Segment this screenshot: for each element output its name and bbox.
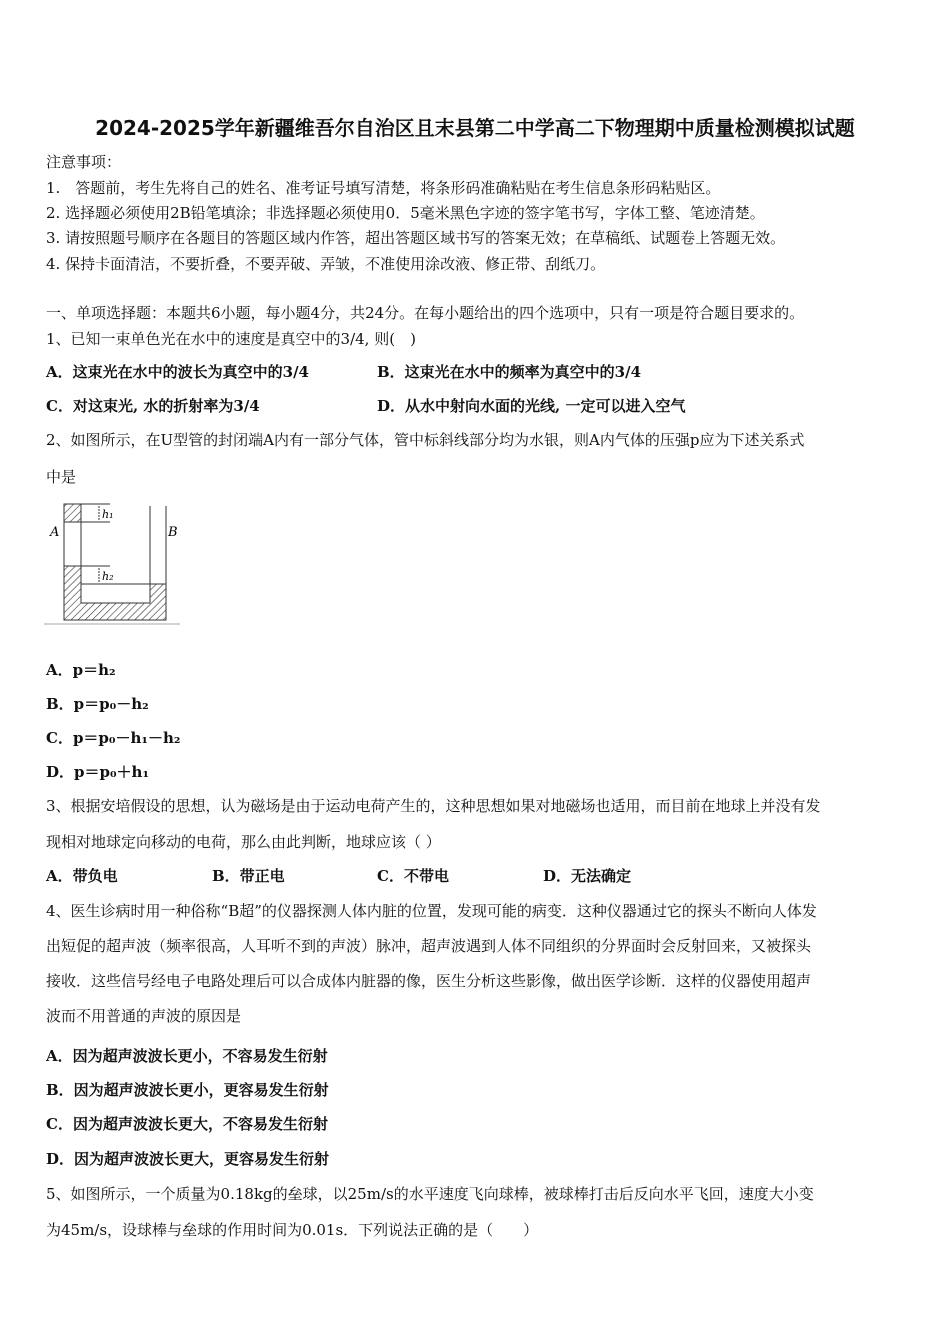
section-heading: 一、单项选择题：本题共6小题，每小题4分，共24分。在每小题给出的四个选项中，只有一项是符合题目要求的。 [46,304,805,322]
q4-option-b: B．因为超声波波长更小，更容易发生衍射 [46,1081,329,1099]
q4-option-d: D．因为超声波波长更大，更容易发生衍射 [46,1150,330,1168]
q1-option-d: D．从水中射向水面的光线, 一定可以进入空气 [377,397,686,415]
question-4-stem-cont: 接收．这些信号经电子电路处理后可以合成体内脏器的像，医生分析这些影像，做出医学诊断．这样的仪器使用超声 [46,972,812,990]
a-label: A [50,525,60,540]
question-3-stem-cont: 现相对地球定向移动的电荷，那么由此判断，地球应该（ ） [46,833,441,851]
note-item: 4. 保持卡面清洁，不要折叠，不要弄破、弄皱，不准使用涂改液、修正带、刮纸刀。 [46,255,606,273]
q1-option-a: A．这束光在水中的波长为真空中的3/4 [46,363,309,381]
h2-label: h₂ [102,570,114,583]
q2-option-c: C．p＝p₀－h₁－h₂ [46,729,181,747]
b-label: B [168,525,178,540]
page-title: 2024-2025学年新疆维吾尔自治区且末县第二中学高二下物理期中质量检测模拟试题 [95,116,855,140]
q1-option-b: B．这束光在水中的频率为真空中的3/4 [377,363,642,381]
q3-option-b: B．带正电 [212,867,285,885]
q2-option-d: D．p＝p₀＋h₁ [46,763,150,781]
question-1-stem: 1、已知一束单色光在水中的速度是真空中的3/4, 则( ) [46,330,416,348]
q4-option-c: C．因为超声波波长更大，不容易发生衍射 [46,1115,328,1133]
note-item: 3. 请按照题号顺序在各题目的答题区域内作答，超出答题区域书写的答案无效；在草稿纸、试题卷上答题无效。 [46,229,786,247]
note-item: 1. 答题前，考生先将自己的姓名、准考证号填写清楚，将条形码准确粘贴在考生信息条形码粘贴区。 [46,179,721,197]
q2-option-b: B．p＝p₀－h₂ [46,695,149,713]
question-4-stem-cont: 出短促的超声波（频率很高，人耳听不到的声波）脉冲，超声波遇到人体不同组织的分界面时会反射回来，又被探头 [46,937,812,955]
q4-option-a: A．因为超声波波长更小，不容易发生衍射 [46,1047,328,1065]
question-4-stem: 4、医生诊病时用一种俗称“B超”的仪器探测人体内脏的位置，发现可能的病变．这种仪器通过它的探头不断向人体发 [46,902,817,920]
q1-option-c: C．对这束光, 水的折射率为3/4 [46,397,260,415]
notes-heading: 注意事项： [46,153,122,171]
note-item: 2. 选择题必须使用2B铅笔填涂；非选择题必须使用0．5毫米黑色字迹的签字笔书写，字体工整、笔迹清楚。 [46,204,765,222]
q2-option-a: A．p＝h₂ [46,661,116,679]
question-5-stem-cont: 为45m/s，设球棒与垒球的作用时间为0.01s．下列说法正确的是（ ） [46,1221,539,1239]
q3-option-d: D．无法确定 [543,867,632,885]
question-5-stem: 5、如图所示，一个质量为0.18kg的垒球，以25m/s的水平速度飞向球棒，被球棒打击后反向水平飞回，速度大小变 [46,1185,814,1203]
question-2-stem: 2、如图所示，在U型管的封闭端A内有一部分气体，管中标斜线部分均为水银，则A内气体的压强p应为下述关系式 [46,431,805,449]
question-3-stem: 3、根据安培假设的思想，认为磁场是由于运动电荷产生的，这种思想如果对地磁场也适用，而目前在地球上并没有发 [46,797,821,815]
q3-option-c: C．不带电 [377,867,449,885]
question-2-stem-cont: 中是 [46,468,77,486]
question-4-stem-cont: 波而不用普通的声波的原因是 [46,1007,242,1025]
q3-option-a: A．带负电 [46,867,118,885]
h1-label: h₁ [102,508,114,521]
u-tube-figure [44,498,180,626]
